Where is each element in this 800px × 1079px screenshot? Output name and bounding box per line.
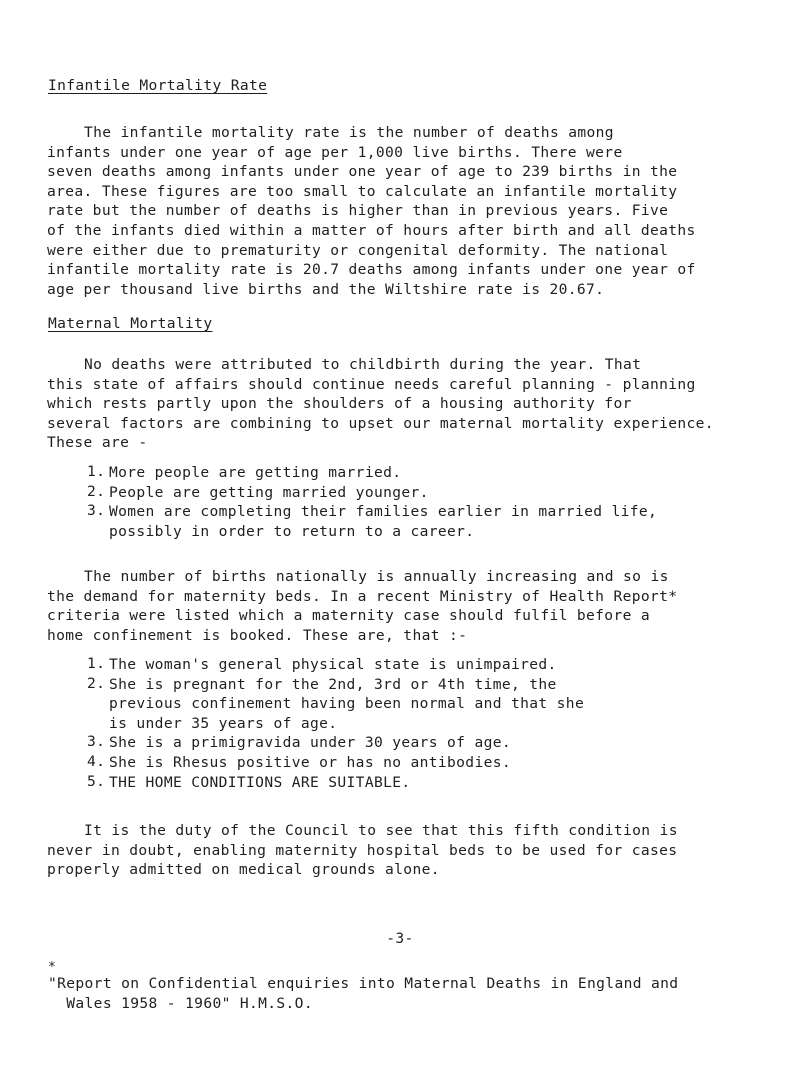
text-line: properly admitted on medical grounds alone. [47,861,440,879]
text-line: area. These figures are too small to calculate an infantile mortality [47,182,678,200]
infantile-mortality-paragraph [47,123,696,299]
text-line: It is the duty of the Council to see that this fifth condition is [84,822,678,839]
footnote [48,974,678,1013]
text-line: criteria were listed which a maternity case should fulfil before a [47,607,650,625]
list-number: 3. [87,733,106,751]
infantile-mortality-heading: Infantile Mortality Rate [48,77,268,94]
text-line: She is pregnant for the 2nd, 3rd or 4th time, the [109,675,557,693]
text-line: People are getting married younger. [109,483,429,501]
footnote-marker: * [48,960,57,975]
list-number: 1. [87,463,106,480]
text-line: age per thousand live births and the Wiltshire rate is 20.67. [47,280,605,298]
text-line: is under 35 years of age. [109,714,338,732]
text-line: which rests partly upon the shoulders of a housing authority for [47,395,632,413]
text-line: infantile mortality rate is 20.7 deaths among infants under one year of [47,261,696,279]
criteria-list [87,655,584,792]
list-number: 2. [87,482,106,500]
text-line: possibly in order to return to a career. [109,522,475,540]
list-number: 3. [87,502,106,520]
list-number: 1. [87,655,106,672]
text-line: THE HOME CONDITIONS ARE SUITABLE. [109,773,411,791]
text-line: The woman's general physical state is unimpaired. [109,656,557,673]
list-item [87,753,584,773]
text-line: infants under one year of age per 1,000 live births. There were [47,143,623,161]
list-number: 4. [87,752,106,770]
maternal-paragraph-2 [47,567,677,645]
list-item [87,483,657,503]
maternal-mortality-heading: Maternal Mortality [48,315,213,332]
list-item [87,655,584,675]
factors-list [87,463,657,541]
list-item [87,733,584,753]
list-item [87,463,657,483]
text-line: She is a primigravida under 30 years of age. [109,734,511,752]
text-line: several factors are combining to upset our maternal mortality experience. [47,414,714,432]
text-line: seven deaths among infants under one year of age to 239 births in the [47,163,678,181]
text-line: never in doubt, enabling maternity hospital beds to be used for cases [47,841,678,859]
list-item [87,502,657,541]
list-number: 2. [87,674,106,692]
text-line: These are - [47,434,148,452]
maternal-paragraph-3 [47,821,678,880]
text-line: this state of affairs should continue needs careful planning - planning [47,375,696,393]
text-line: The infantile mortality rate is the number of deaths among [84,124,614,141]
text-line: More people are getting married. [109,464,402,481]
text-line: of the infants died within a matter of hours after birth and all deaths [47,221,696,239]
text-line: the demand for maternity beds. In a recent Ministry of Health Report* [47,587,678,605]
text-line: "Report on Confidential enquiries into Maternal Deaths in England and [48,975,679,992]
list-item [87,675,584,734]
text-line: previous confinement having been normal and that she [109,695,585,713]
text-line: rate but the number of deaths is higher than in previous years. Five [47,202,669,220]
text-line: No deaths were attributed to childbirth during the year. That [84,356,642,373]
maternal-paragraph-1 [47,355,714,453]
text-line: Wales 1958 - 1960" H.M.S.O. [48,994,313,1012]
list-item [87,773,584,793]
text-line: Women are completing their families earlier in married life, [109,503,658,521]
page-number: -3- [386,930,414,947]
text-line: were either due to prematurity or congenital deformity. The national [47,241,669,259]
text-line: She is Rhesus positive or has no antibodies. [109,753,511,771]
text-line: home confinement is booked. These are, that :- [47,626,468,644]
list-number: 5. [87,772,106,790]
text-line: The number of births nationally is annually increasing and so is [84,568,669,585]
